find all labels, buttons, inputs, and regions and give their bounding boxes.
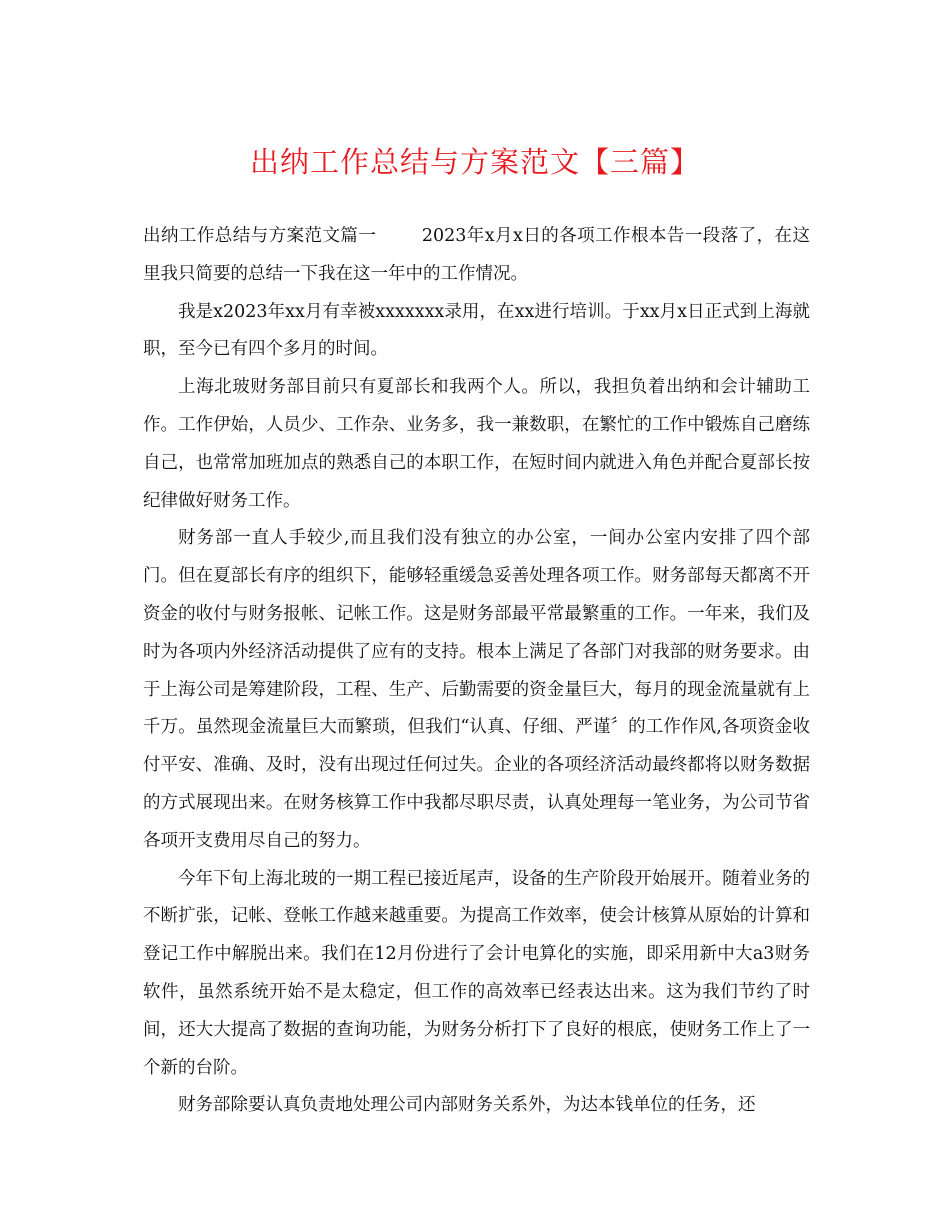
- paragraph-4: 财务部一直人手较少,而且我们没有独立的办公室，一间办公室内安排了四个部门。但在夏部长有序的组织下，能够轻重缓急妥善处理各项工作。财务部每天都离不开资金的收付与财务报帐、记帐工作。这是财务部最平常最繁重的工作。一年来，我们及时为各项内外经济活动提供了应有的支持。根本上满足了各部门对我部的财务要求。由于上海公司是筹建阶段，工程、生产、后勤需要的资金量巨大，每月的现金流量就有上千万。虽然现金流量巨大而繁琐，但我们“认真、仔细、严谨〞的工作作风,各项资金收付平安、准确、及时，没有出现过任何过失。企业的各项经济活动最终都将以财务数据的方式展现出来。在财务核算工作中我都尽职尽责，认真处理每一笔业务，为公司节省各项开支费用尽自己的努力。: [143, 528, 810, 851]
- section-heading: 出纳工作总结与方案范文篇一: [143, 226, 377, 246]
- document-title: 出纳工作总结与方案范文【三篇】: [249, 145, 700, 179]
- paragraph-6: 财务部除要认真负责地处理公司内部财务关系外，为达本钱单位的任务，还: [178, 1095, 756, 1116]
- paragraph-1-text: 2023年x月x日的各项工作根本告一段落了，在这里我只简要的总结一下我在这一年中的工作情况。: [143, 226, 811, 284]
- paragraph-5: 今年下旬上海北玻的一期工程已接近尾声，设备的生产阶段开始展开。随着业务的不断扩张，记帐、登帐工作越来越重要。为提高工作效率，使会计核算从原始的计算和登记工作中解脱出来。我们在12月份进行了会计电算化的实施，即采用新中大a3财务软件，虽然系统开始不是太稳定，但工作的高效率已经表达出来。这为我们节约了时间，还大大提高了数据的查询功能，为财务分析打下了良好的根底，使财务工作上了一个新的台阶。: [143, 868, 810, 1078]
- paragraph-1: [143, 218, 810, 294]
- document-body: [143, 218, 810, 1125]
- paragraph-2: 我是x2023年xx月有幸被xxxxxxx录用，在xx进行培训。于xx月x日正式到上海就职，至今已有四个多月的时间。: [143, 301, 810, 360]
- paragraph-3: 上海北玻财务部目前只有夏部长和我两个人。所以，我担负着出纳和会计辅助工作。工作伊始，人员少、工作杂、业务多，我一兼数职，在繁忙的工作中锻炼自己磨练自己，也常常加班加点的熟悉自己的本职工作，在短时间内就进入角色并配合夏部长按纪律做好财务工作。: [143, 377, 810, 511]
